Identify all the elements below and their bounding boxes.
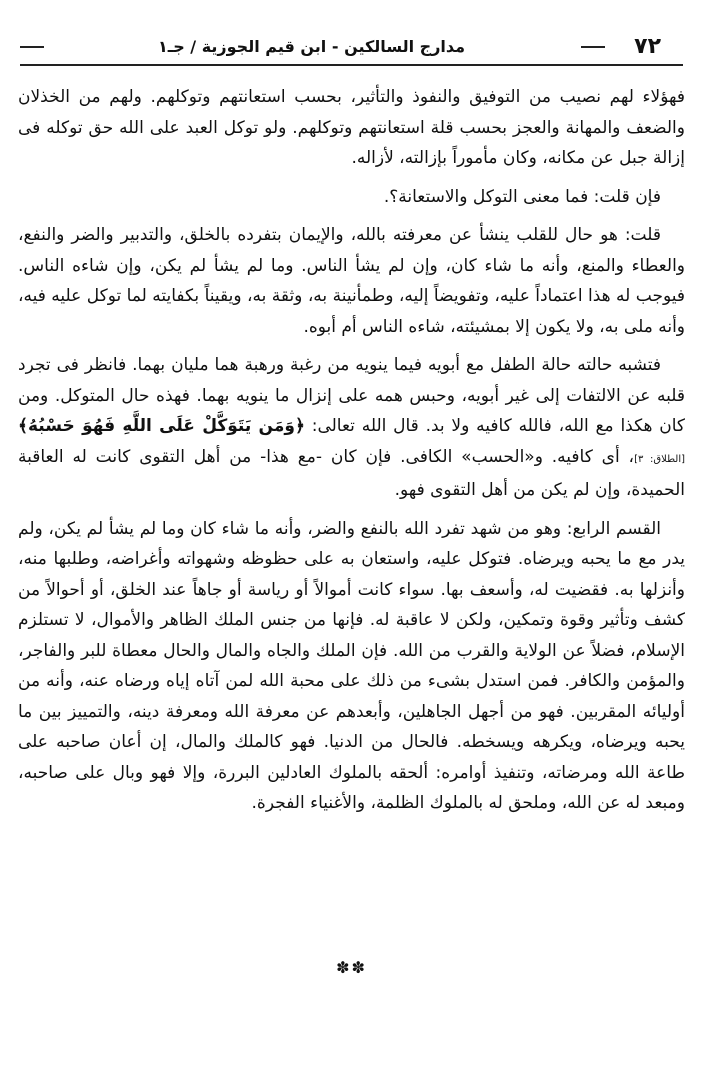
header-dash-left [20, 46, 44, 48]
header-dash-right [581, 46, 605, 48]
paragraph-fourth-category: القسم الرابع: وهو من شهد تفرد الله بالنفع والضر، وأنه ما شاء كان وما لم يشأ لم يكن، ولم يدر مع ما يحبه ويرضاه. فتوكل عليه، واستعان به على حظوظه وشهواته وأغراضه، وطلبها منه، وأنزلها به. فقضيت له، وأسعف بها. سواء كانت أموالاً أو رياسة أو جاهاً عند الخلق، أو أحوالاً من كشف وتأثير وقوة وتمكين، ولكن لا عاقبة له. فإنها من جنس الملك الظاهر والأموال، لا تستلزم الإسلام، فضلاً عن الولاية والقرب من الله. فإن الملك والجاه والمال والحال معطاة للبر والفاجر، والمؤمن والكافر. فمن استدل بشىء من ذلك على محبة الله لمن آتاه إياه ورضاه عنه، وأنه من أوليائه المقربين. فهو من أجهل الجاهلين، وأبعدهم عن معرفة الله ومعرفة دينه، والتمييز بين ما يحبه ويرضاه، ويكرهه ويسخطه. فالحال من الدنيا. فهو كالملك والمال، إن أعان صاحبه على طاعة الله ومرضاته، وتنفيذ أوامره: ألحقه بالملوك العادلين البررة، وإلا فهو وبال على صاحبه، ومبعد له عن الله، وملحق له بالملوك الظلمة، والأغنياء الفجرة. [18, 518, 685, 813]
page-header [20, 30, 683, 66]
running-title: مدارج السالكين - ابن قيم الجوزية / جـ١ [157, 37, 466, 56]
paragraph-answer: قلت: هو حال للقلب ينشأ عن معرفته بالله، والإيمان بتفرده بالخلق، والتدبير والضر والنفع، والعطاء والمنع، وأنه ما شاء كان، وإن لم يشأ الناس. وما لم يشأ لم يكن، وإن شاءه الناس. فيوجب له هذا اعتماداً عليه، وتفويضاً إليه، وطمأنينة به، وثقة به، ويقيناً بكفايته لما توكل عليه فيه، وأنه ملى به، ولا يكون إلا بمشيئته، شاءه الناس أم أبوه. [18, 225, 685, 337]
quran-verse: ﴿وَمَن يَتَوَكَّلْ عَلَى اللَّهِ فَهُوَ حَسْبُهُ﴾ [18, 416, 305, 436]
section-separator: ✽✽ [336, 958, 367, 977]
verse-reference: [الطلاق: ٣] [634, 453, 686, 465]
page-number: ٧٢ [634, 34, 661, 59]
paragraph-child-analogy-text: فتشبه حالته حالة الطفل مع أبويه فيما ينويه من رغبة ورهبة هما مليان بهما. فانظر فى تجرد قلبه عن الالتفات إلى غير أبويه، وحبس همه على إنزال ما ينويه بهما. فهذه حال المتوكل. ومن كان هكذا مع الله، فالله كافيه ولا بد. قال الله تعالى: [18, 355, 686, 436]
body-text [18, 82, 685, 827]
paragraph-child-analogy-end: ، أى كافيه. و«الحسب» الكافى. فإن كان -مع هذا- من أهل التقوى كانت له العاقبة الحميدة، وإن لم يكن من أهل التقوى فهو. [18, 446, 685, 500]
paragraph-question: فإن قلت: فما معنى التوكل والاستعانة؟. [383, 186, 661, 207]
header-rule [20, 64, 683, 66]
paragraph-1: فهؤلاء لهم نصيب من التوفيق والنفوذ والتأثير، بحسب استعانتهم وتوكلهم. ولهم من الخذلان والضعف والمهانة والعجز بحسب قلة استعانتهم وتوكلهم. ولو توكل العبد على الله حق توكله فى إزالة جبل عن مكانه، وكان مأموراً بإزالته، لأزاله. [18, 87, 685, 168]
paragraph-child-analogy [18, 350, 685, 506]
